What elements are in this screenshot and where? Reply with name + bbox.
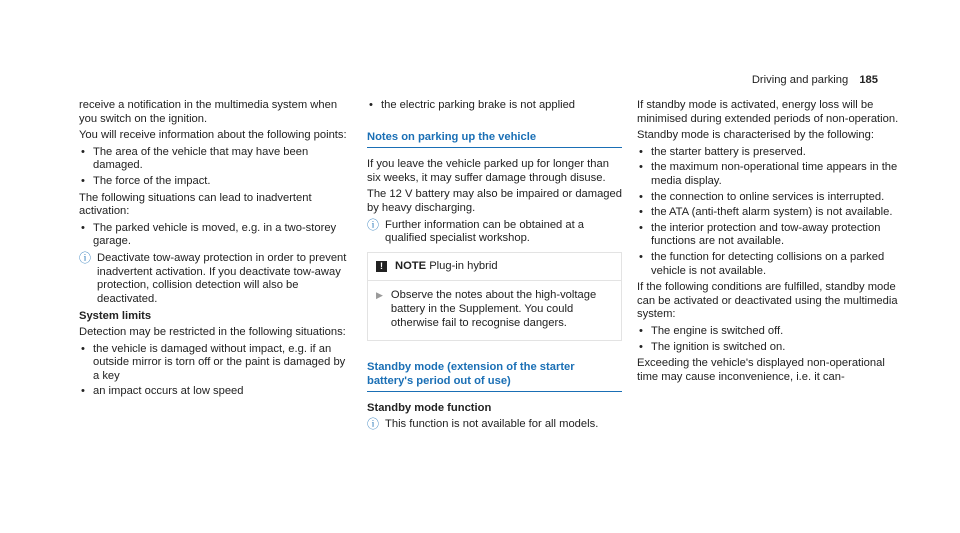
section-heading: Notes on parking up the vehicle	[367, 131, 622, 149]
list-item: • the function for detecting collisions on a parked vehicle is not available.	[637, 251, 899, 278]
step-triangle-icon: ▶	[376, 290, 383, 301]
list-item: • the ATA (anti-theft alarm system) is not available.	[637, 206, 899, 220]
section-heading: Standby mode (extension of the starter battery's period out of use)	[367, 361, 622, 392]
bullet-list	[637, 325, 899, 354]
notice-label: NOTE	[395, 259, 427, 272]
info-icon: ⓘ	[79, 250, 92, 265]
list-item: • The engine is switched off.	[637, 325, 899, 339]
info-note	[367, 219, 622, 246]
paragraph: Exceeding the vehicle's displayed non-operational time may cause inconvenience, i.e. it can-	[637, 357, 885, 383]
warning-icon: !	[376, 261, 387, 272]
note-text: Further information can be obtained at a qualified specialist workshop.	[385, 218, 585, 245]
column-1	[79, 99, 351, 402]
paragraph: receive a notification in the multimedia system when you switch on the ignition.	[79, 99, 338, 125]
paragraph: If standby mode is activated, energy loss will be minimised during extended periods of non-operation.	[637, 99, 899, 125]
section-title: Driving and parking	[751, 74, 849, 86]
info-note	[79, 252, 351, 306]
bullet-list	[79, 222, 351, 249]
subheading: Standby mode function	[367, 402, 492, 415]
list-item: • the maximum non-operational time appears in the media display.	[637, 161, 899, 188]
notice-box	[367, 252, 622, 341]
bullet-list	[79, 343, 351, 399]
info-icon: ⓘ	[367, 217, 380, 232]
list-item: • the vehicle is damaged without impact, e.g. if an outside mirror is torn off or the paint is damaged by a key	[79, 343, 351, 384]
column-2	[367, 99, 622, 435]
column-3	[637, 99, 899, 387]
note-text: Deactivate tow-away protection in order to prevent inadvertent activation. If you deactivate tow-away protection, collision detection will also be deactivated.	[97, 251, 347, 305]
list-item: • the connection to online services is interrupted.	[637, 191, 899, 205]
list-item: • the starter battery is preserved.	[637, 146, 899, 160]
notice-title: Plug-in hybrid	[429, 259, 498, 272]
list-item: • an impact occurs at low speed	[79, 385, 351, 399]
notice-header	[368, 253, 621, 282]
note-text: This function is not available for all models.	[385, 417, 599, 430]
list-item: • The parked vehicle is moved, e.g. in a two-storey garage.	[79, 222, 351, 249]
paragraph: You will receive information about the following points:	[79, 129, 347, 142]
paragraph: Standby mode is characterised by the following:	[637, 129, 874, 142]
bullet-list	[79, 146, 351, 189]
list-item: • The force of the impact.	[79, 175, 351, 189]
page-number: 185	[859, 74, 878, 86]
page-header	[752, 74, 878, 88]
paragraph: Detection may be restricted in the following situations:	[79, 325, 346, 338]
bullet-list	[637, 146, 899, 278]
list-item: • the interior protection and tow-away protection functions are not available.	[637, 222, 899, 249]
info-icon: ⓘ	[367, 416, 380, 431]
notice-body	[368, 281, 621, 340]
info-note	[367, 418, 622, 432]
list-item: • The ignition is switched on.	[637, 341, 899, 355]
list-item: • The area of the vehicle that may have been damaged.	[79, 146, 351, 173]
paragraph: The following situations can lead to inadvertent activation:	[79, 191, 312, 218]
paragraph: If the following conditions are fulfilled, standby mode can be activated or deactivated using the multimedia system:	[637, 281, 898, 321]
paragraph: The 12 V battery may also be impaired or damaged by heavy discharging.	[367, 188, 622, 214]
list-item: • the electric parking brake is not applied	[367, 99, 622, 113]
notice-text: Observe the notes about the high-voltage battery in the Supplement. You could otherwise fail to recognise dangers.	[390, 289, 597, 329]
bullet-list	[367, 99, 622, 113]
subheading: System limits	[79, 310, 152, 323]
paragraph: If you leave the vehicle parked up for longer than six weeks, it may suffer damage through disuse.	[367, 158, 609, 184]
